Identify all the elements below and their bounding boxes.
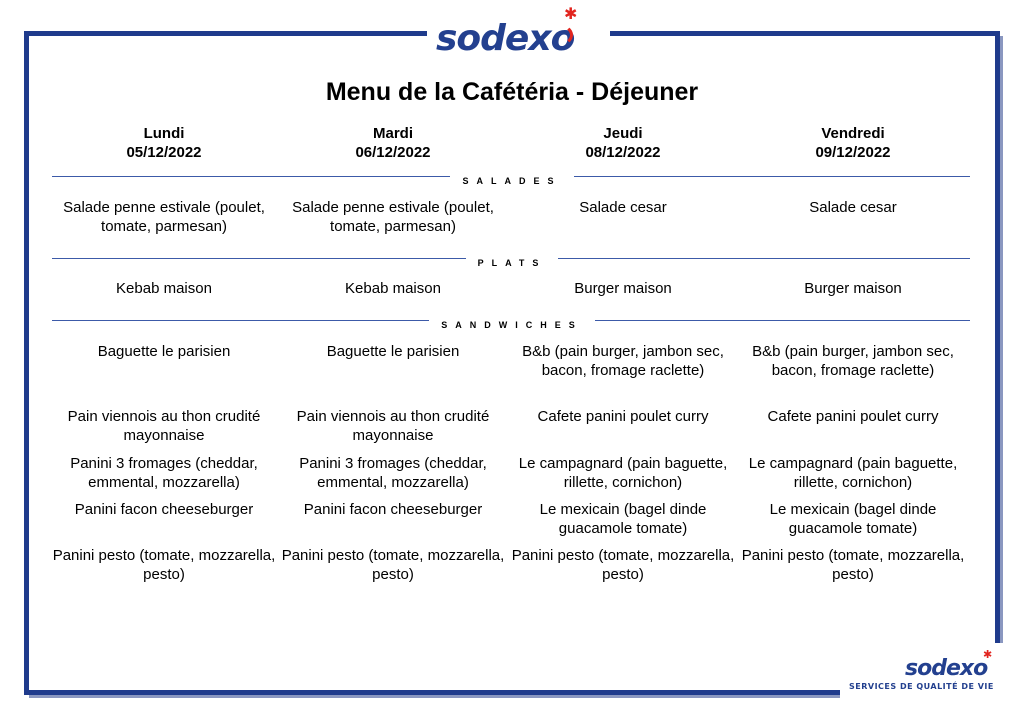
menu-item: Cafete panini poulet curry bbox=[767, 408, 939, 425]
logo-wordmark: sodexo bbox=[436, 18, 575, 59]
menu-item: Salade penne estivale (poulet, tomate, parmesan) bbox=[63, 199, 265, 235]
day-date: 06/12/2022 bbox=[355, 144, 431, 161]
day-header-3 bbox=[508, 124, 738, 162]
frame-shadow-bottom bbox=[29, 695, 840, 698]
menu-item: B&b (pain burger, jambon sec, bacon, fromage raclette) bbox=[752, 343, 954, 379]
menu-item: Kebab maison bbox=[345, 280, 441, 297]
menu-item: Burger maison bbox=[574, 280, 672, 297]
day-header-2 bbox=[278, 124, 508, 162]
menu-item: Panini pesto (tomate, mozzarella, pesto) bbox=[281, 547, 505, 583]
day-name: Vendredi bbox=[821, 125, 885, 142]
day-name: Jeudi bbox=[603, 125, 643, 142]
frame-border-top-right bbox=[610, 31, 1000, 36]
logo-arc-icon bbox=[545, 24, 573, 46]
menu-item: Le mexicain (bagel dinde guacamole tomate) bbox=[539, 501, 707, 537]
section-label-salades: SALADES bbox=[0, 171, 1024, 189]
menu-item: Panini pesto (tomate, mozzarella, pesto) bbox=[741, 547, 965, 583]
frame-border-left bbox=[24, 31, 29, 695]
menu-item: Kebab maison bbox=[116, 280, 212, 297]
menu-item: Le campagnard (pain baguette, rillette, cornichon) bbox=[748, 455, 958, 491]
logo-wordmark: sodexo bbox=[905, 656, 988, 681]
day-date: 08/12/2022 bbox=[585, 144, 661, 161]
section-label-sandwiches: SANDWICHES bbox=[0, 315, 1024, 333]
star-icon: ✱ bbox=[983, 649, 993, 661]
menu-item: Salade cesar bbox=[809, 199, 897, 216]
menu-item: Le mexicain (bagel dinde guacamole tomate) bbox=[769, 501, 937, 537]
logo-tagline: SERVICES DE QUALITÉ DE VIE bbox=[849, 682, 994, 691]
menu-item: Le campagnard (pain baguette, rillette, cornichon) bbox=[518, 455, 728, 491]
menu-item: Cafete panini poulet curry bbox=[537, 408, 709, 425]
menu-item: Panini facon cheeseburger bbox=[303, 501, 483, 518]
menu-item: Baguette le parisien bbox=[97, 343, 231, 360]
menu-item: Salade cesar bbox=[579, 199, 667, 216]
menu-item: Pain viennois au thon crudité mayonnaise bbox=[296, 408, 490, 444]
sodexo-logo-bottom bbox=[845, 646, 1005, 696]
menu-item: Panini 3 fromages (cheddar, emmental, mozzarella) bbox=[299, 455, 487, 491]
sodexo-logo-top bbox=[433, 4, 593, 64]
menu-item: Baguette le parisien bbox=[326, 343, 460, 360]
section-label-plats: PLATS bbox=[0, 253, 1024, 271]
menu-item: B&b (pain burger, jambon sec, bacon, fromage raclette) bbox=[522, 343, 724, 379]
menu-item: Pain viennois au thon crudité mayonnaise bbox=[67, 408, 261, 444]
day-header-1 bbox=[49, 124, 279, 162]
menu-item: Salade penne estivale (poulet, tomate, parmesan) bbox=[292, 199, 494, 235]
star-icon: ✱ bbox=[564, 6, 578, 23]
menu-item: Panini facon cheeseburger bbox=[74, 501, 254, 518]
day-date: 09/12/2022 bbox=[815, 144, 891, 161]
day-name: Mardi bbox=[372, 125, 413, 142]
menu-item: Panini pesto (tomate, mozzarella, pesto) bbox=[52, 547, 276, 583]
day-name: Lundi bbox=[143, 125, 185, 142]
frame-border-top-left bbox=[24, 31, 427, 36]
day-date: 05/12/2022 bbox=[126, 144, 202, 161]
menu-item: Burger maison bbox=[804, 280, 902, 297]
day-header-4 bbox=[738, 124, 968, 162]
menu-item: Panini 3 fromages (cheddar, emmental, mozzarella) bbox=[70, 455, 258, 491]
page-title: Menu de la Cafétéria - Déjeuner bbox=[325, 78, 699, 106]
frame-shadow-right bbox=[1000, 36, 1003, 643]
menu-item: Panini pesto (tomate, mozzarella, pesto) bbox=[511, 547, 735, 583]
